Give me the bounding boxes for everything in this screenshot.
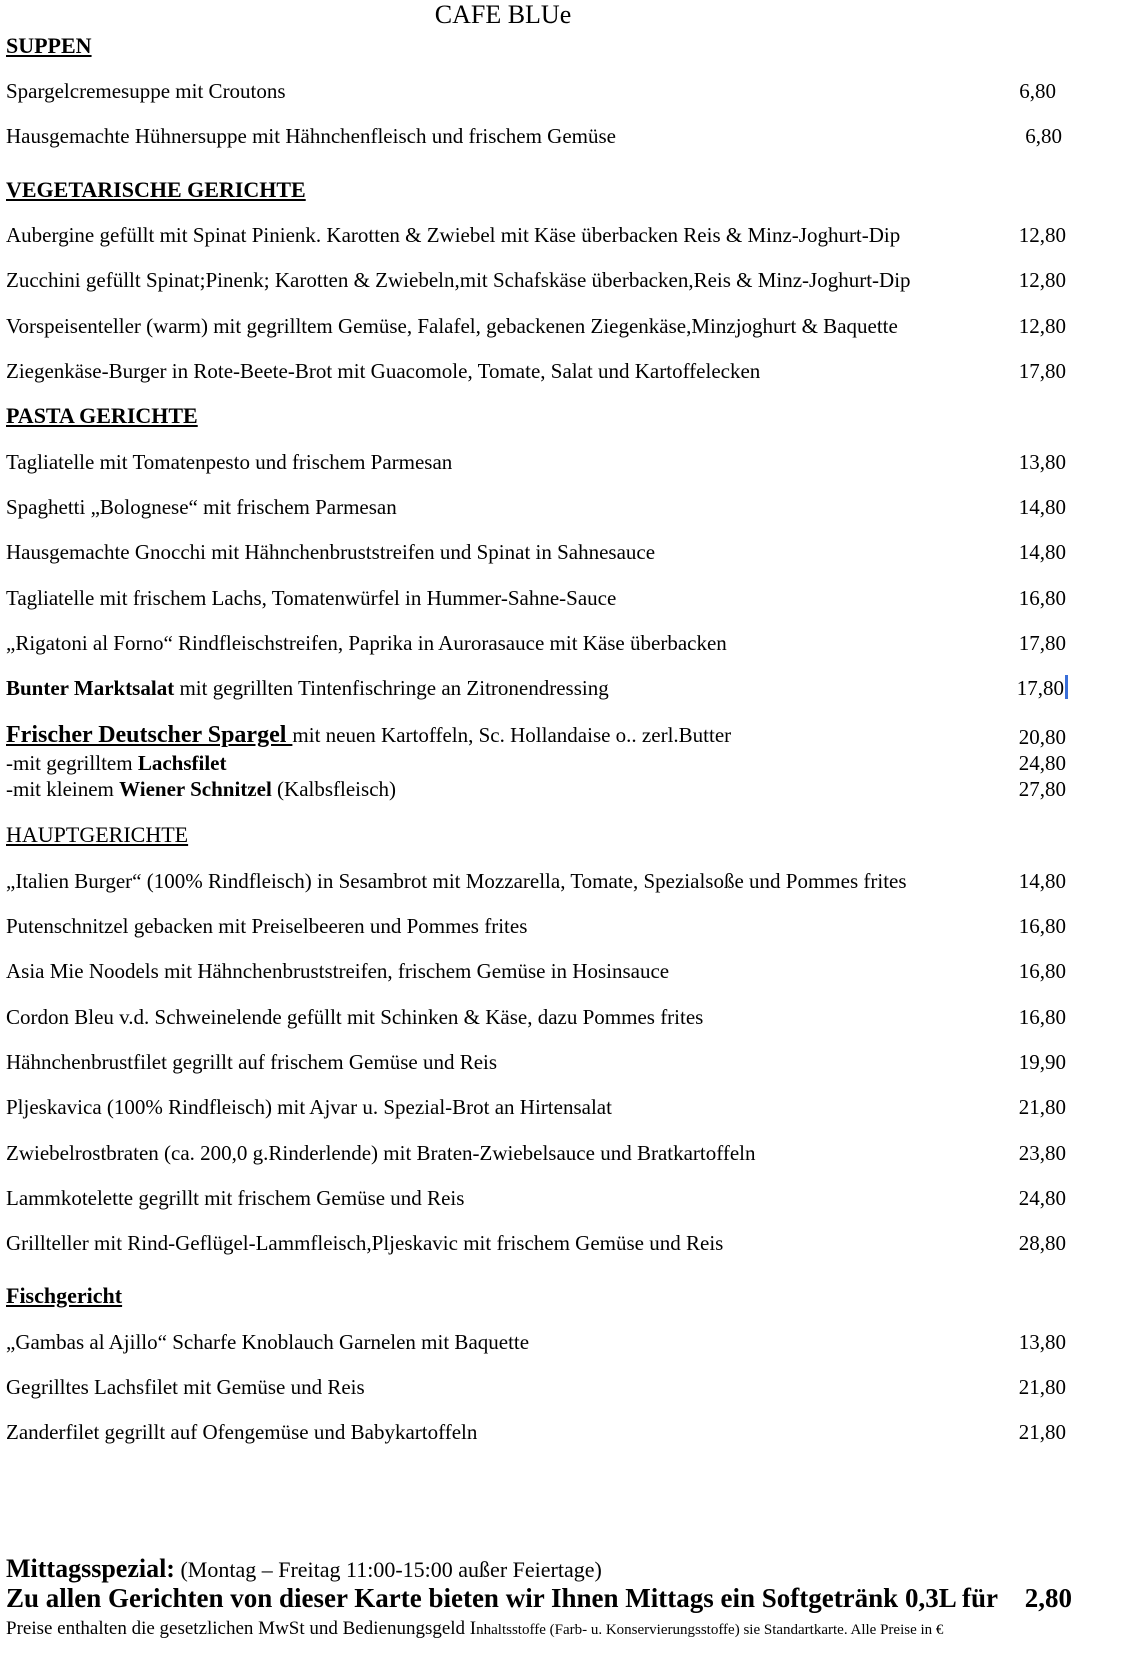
menu-item-price: 21,80 xyxy=(1018,1095,1066,1119)
menu-item-price: 16,80 xyxy=(1018,1005,1066,1029)
menu-item-name: Hähnchenbrustfilet gegrillt auf frischem Gemüse und Reis xyxy=(6,1050,498,1074)
menu-item-name: Vorspeisenteller (warm) mit gegrilltem Gemüse, Falafel, gebackenen Ziegenkäse,Minzjoghurt & Baquette xyxy=(6,314,898,338)
footer-main: Preise enthalten die gesetzlichen MwSt und Bedienungsgeld I xyxy=(6,1618,477,1639)
menu-item-name: Putenschnitzel gebacken mit Preiselbeeren und Pommes frites xyxy=(6,914,528,938)
menu-item-price: 14,80 xyxy=(1018,869,1066,893)
menu-item-option: -mit kleinem Wiener Schnitzel (Kalbsfleisch) xyxy=(6,777,397,801)
menu-item-name: Hausgemachte Hühnersuppe mit Hähnchenfleisch und frischem Gemüse xyxy=(6,124,616,148)
text-cursor xyxy=(1065,675,1068,699)
menu-item-price: 12,80 xyxy=(1018,223,1066,247)
menu-item-price: 28,80 xyxy=(1018,1231,1066,1255)
menu-item-price: 27,80 xyxy=(1018,777,1066,801)
menu-item-name: Tagliatelle mit Tomatenpesto und frischem Parmesan xyxy=(6,450,453,474)
footer-note xyxy=(6,1617,943,1642)
menu-item-price: 6,80 xyxy=(1025,124,1062,148)
menu-item-name: „Gambas al Ajillo“ Scharfe Knoblauch Garnelen mit Baquette xyxy=(6,1330,530,1354)
section-heading-vegetarisch: VEGETARISCHE GERICHTE xyxy=(6,177,306,202)
menu-item-name: Spaghetti „Bolognese“ mit frischem Parmesan xyxy=(6,495,397,519)
menu-item-price: 12,80 xyxy=(1018,314,1066,338)
menu-item-name: Cordon Bleu v.d. Schweinelende gefüllt mit Schinken & Käse, dazu Pommes frites xyxy=(6,1005,704,1029)
menu-item-name: Gegrilltes Lachsfilet mit Gemüse und Reis xyxy=(6,1375,365,1399)
menu-item-name: Pljeskavica (100% Rindfleisch) mit Ajvar u. Spezial-Brot an Hirtensalat xyxy=(6,1095,612,1119)
menu-item-name: Zucchini gefüllt Spinat;Pinenk; Karotten & Zwiebeln,mit Schafskäse überbacken,Reis & Minz-Joghurt-Dip xyxy=(6,268,911,292)
menu-item-name: Tagliatelle mit frischem Lachs, Tomatenwürfel in Hummer-Sahne-Sauce xyxy=(6,586,617,610)
menu-item-price: 17,80 xyxy=(1018,359,1066,383)
menu-item-price: 17,80 xyxy=(1018,631,1066,655)
menu-item-price: 21,80 xyxy=(1018,1375,1066,1399)
menu-item-price: 16,80 xyxy=(1018,586,1066,610)
menu-item-price: 12,80 xyxy=(1018,268,1066,292)
menu-item-price: 20,80 xyxy=(1018,725,1066,749)
menu-item-price: 14,80 xyxy=(1018,540,1066,564)
menu-item-name: „Italien Burger“ (100% Rindfleisch) in Sesambrot mit Mozzarella, Tomate, Spezialsoße und Pommes frites xyxy=(6,869,907,893)
menu-item-name: Lammkotelette gegrillt mit frischem Gemüse und Reis xyxy=(6,1186,465,1210)
footer-small: nhaltsstoffe (Farb- u. Konservierungsstoffe) sie Standartkarte. Alle Preise in € xyxy=(476,1622,944,1638)
menu-item-name: Hausgemachte Gnocchi mit Hähnchenbruststreifen und Spinat in Sahnesauce xyxy=(6,540,656,564)
menu-item-price: 23,80 xyxy=(1018,1141,1066,1165)
menu-item-name xyxy=(6,721,731,749)
lunch-offer: Zu allen Gerichten von dieser Karte bieten wir Ihnen Mittags ein Softgetränk 0,3L für xyxy=(6,1583,998,1613)
menu-item-price: 24,80 xyxy=(1018,751,1066,775)
menu-item-option: -mit gegrilltem Lachsfilet xyxy=(6,751,227,775)
section-heading-fisch: Fischgericht xyxy=(6,1283,123,1308)
section-heading-pasta: PASTA GERICHTE xyxy=(6,403,198,428)
menu-item-price: 16,80 xyxy=(1018,914,1066,938)
spargel-title: Frischer Deutscher Spargel xyxy=(6,722,293,748)
menu-item-name: Spargelcremesuppe mit Croutons xyxy=(6,79,286,103)
page-title: CAFE BLUe xyxy=(434,0,572,29)
menu-item-price: 24,80 xyxy=(1018,1186,1066,1210)
menu-item-price: 19,90 xyxy=(1018,1050,1066,1074)
menu-item-price: 14,80 xyxy=(1018,495,1066,519)
lunch-hours: (Montag – Freitag 11:00-15:00 außer Feiertage) xyxy=(174,1557,602,1582)
salad-price: 17,80 xyxy=(1016,676,1064,700)
menu-item-price[interactable] xyxy=(1017,674,1068,702)
menu-item-price: 13,80 xyxy=(1018,450,1066,474)
menu-item-name: „Rigatoni al Forno“ Rindfleischstreifen, Paprika in Aurorasauce mit Käse überbacken xyxy=(6,631,727,655)
salad-name-bold: Bunter Marktsalat xyxy=(6,676,175,700)
menu-item-name: Zanderfilet gegrillt auf Ofengemüse und Babykartoffeln xyxy=(6,1420,478,1444)
menu-item-name: Asia Mie Noodels mit Hähnchenbruststreifen, frischem Gemüse in Hosinsauce xyxy=(6,959,670,983)
menu-item-price: 16,80 xyxy=(1018,959,1066,983)
menu-item-price: 13,80 xyxy=(1018,1330,1066,1354)
menu-item-name: Zwiebelrostbraten (ca. 200,0 g.Rinderlende) mit Braten-Zwiebelsauce und Bratkartoffeln xyxy=(6,1141,756,1165)
menu-item-price: 6,80 xyxy=(1019,79,1056,103)
menu-item-name xyxy=(6,674,609,702)
menu-item-name: Grillteller mit Rind-Geflügel-Lammfleisch,Pljeskavic mit frischem Gemüse und Reis xyxy=(6,1231,724,1255)
salad-description: mit gegrillten Tintenfischringe an Zitronendressing xyxy=(174,676,609,700)
menu-item-price: 21,80 xyxy=(1018,1420,1066,1444)
menu-item-name: Aubergine gefüllt mit Spinat Pinienk. Karotten & Zwiebel mit Käse überbacken Reis & Minz-Joghurt-Dip xyxy=(6,223,901,247)
lunch-title: Mittagsspezial: xyxy=(6,1554,175,1583)
spargel-description: mit neuen Kartoffeln, Sc. Hollandaise o.. zerl.Butter xyxy=(292,723,732,747)
section-heading-suppen: SUPPEN xyxy=(6,33,92,58)
menu-item-name: Ziegenkäse-Burger in Rote-Beete-Brot mit Guacomole, Tomate, Salat und Kartoffelecken xyxy=(6,359,761,383)
section-heading-haupt: HAUPTGERICHTE xyxy=(6,822,189,847)
lunch-price: 2,80 xyxy=(1024,1583,1072,1613)
